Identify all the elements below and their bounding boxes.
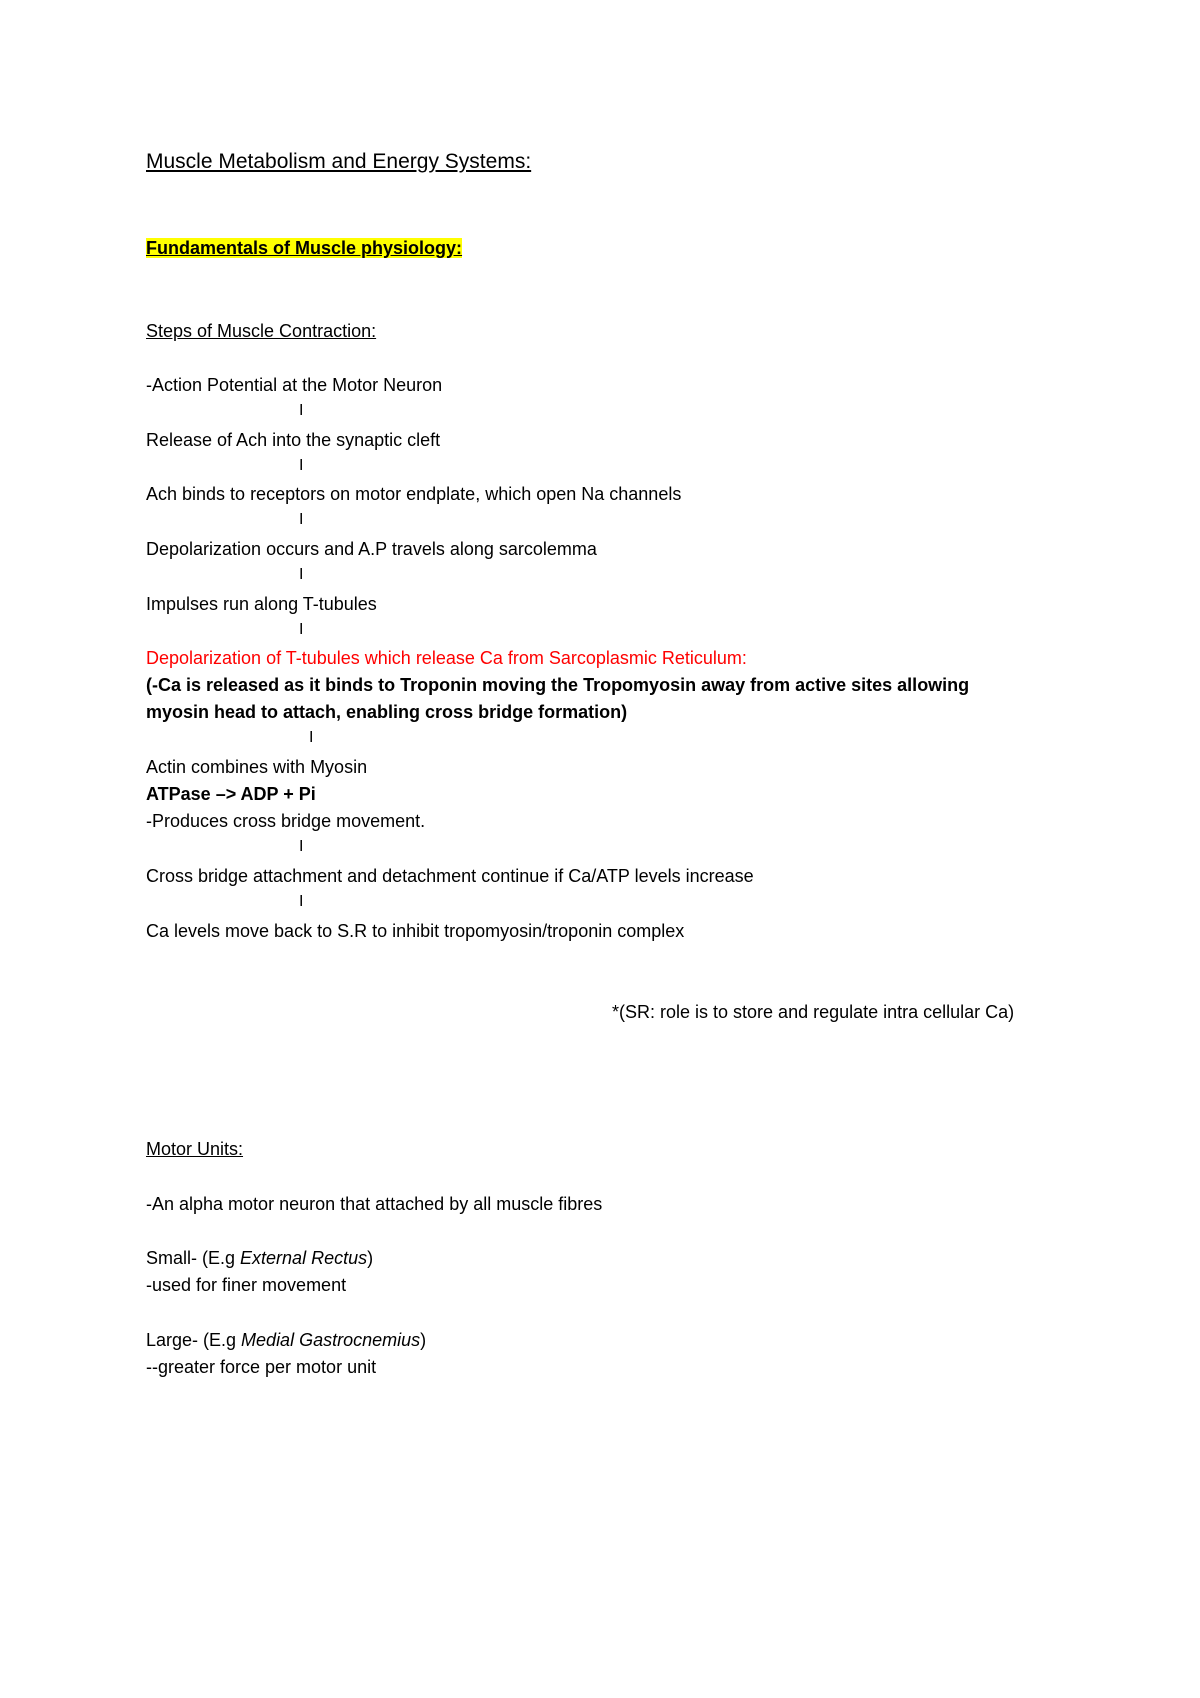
step-6: Depolarization of T-tubules which release Ca from Sarcoplasmic Reticulum:: [146, 648, 747, 668]
step-9: Ca levels move back to S.R to inhibit tropomyosin/troponin complex: [146, 921, 685, 941]
flow-arrow: I: [299, 621, 304, 638]
small-motor-unit-use: -used for finer movement: [146, 1275, 347, 1295]
step-7: Actin combines with Myosin: [146, 757, 368, 777]
small-motor-unit: [146, 1246, 373, 1270]
large-prefix: Large- (E.g: [146, 1330, 242, 1350]
section-heading-motor-units: Motor Units:: [146, 1139, 244, 1159]
step-1: -Action Potential at the Motor Neuron: [146, 375, 443, 395]
step-7-result: -Produces cross bridge movement.: [146, 811, 426, 831]
section-heading-fundamentals: [146, 236, 462, 260]
large-motor-unit: [146, 1328, 426, 1352]
small-suffix: ): [367, 1248, 374, 1268]
flow-arrow: I: [309, 729, 314, 746]
step-4: Depolarization occurs and A.P travels along sarcolemma: [146, 539, 597, 559]
motor-unit-definition: -An alpha motor neuron that attached by all muscle fibres: [146, 1194, 603, 1214]
flow-arrow: I: [299, 893, 304, 910]
step-3: Ach binds to receptors on motor endplate, which open Na channels: [146, 484, 682, 504]
step-8: Cross bridge attachment and detachment continue if Ca/ATP levels increase: [146, 866, 754, 886]
subheading-steps: Steps of Muscle Contraction:: [146, 321, 377, 341]
small-prefix: Small- (E.g: [146, 1248, 241, 1268]
step-6-detail-line-2: myosin head to attach, enabling cross bridge formation): [146, 702, 628, 722]
highlighted-heading: Fundamentals of Muscle physiology:: [146, 238, 463, 258]
flow-arrow: I: [299, 457, 304, 474]
sr-note: *(SR: role is to store and regulate intra cellular Ca): [612, 1002, 1015, 1022]
document-title: Muscle Metabolism and Energy Systems:: [146, 150, 532, 173]
step-7-reaction: ATPase –> ADP + Pi: [146, 784, 316, 804]
step-2: Release of Ach into the synaptic cleft: [146, 430, 441, 450]
flow-arrow: I: [299, 511, 304, 528]
small-example: External Rectus: [240, 1248, 368, 1268]
step-5: Impulses run along T-tubules: [146, 594, 377, 614]
flow-arrow: I: [299, 566, 304, 583]
large-suffix: ): [420, 1330, 427, 1350]
step-6-detail-line-1: (-Ca is released as it binds to Troponin moving the Tropomyosin away from active sites allowing: [146, 675, 970, 695]
flow-arrow: I: [299, 838, 304, 855]
large-example: Medial Gastrocnemius: [241, 1330, 421, 1350]
large-motor-unit-use: --greater force per motor unit: [146, 1357, 377, 1377]
flow-arrow: I: [299, 402, 304, 419]
